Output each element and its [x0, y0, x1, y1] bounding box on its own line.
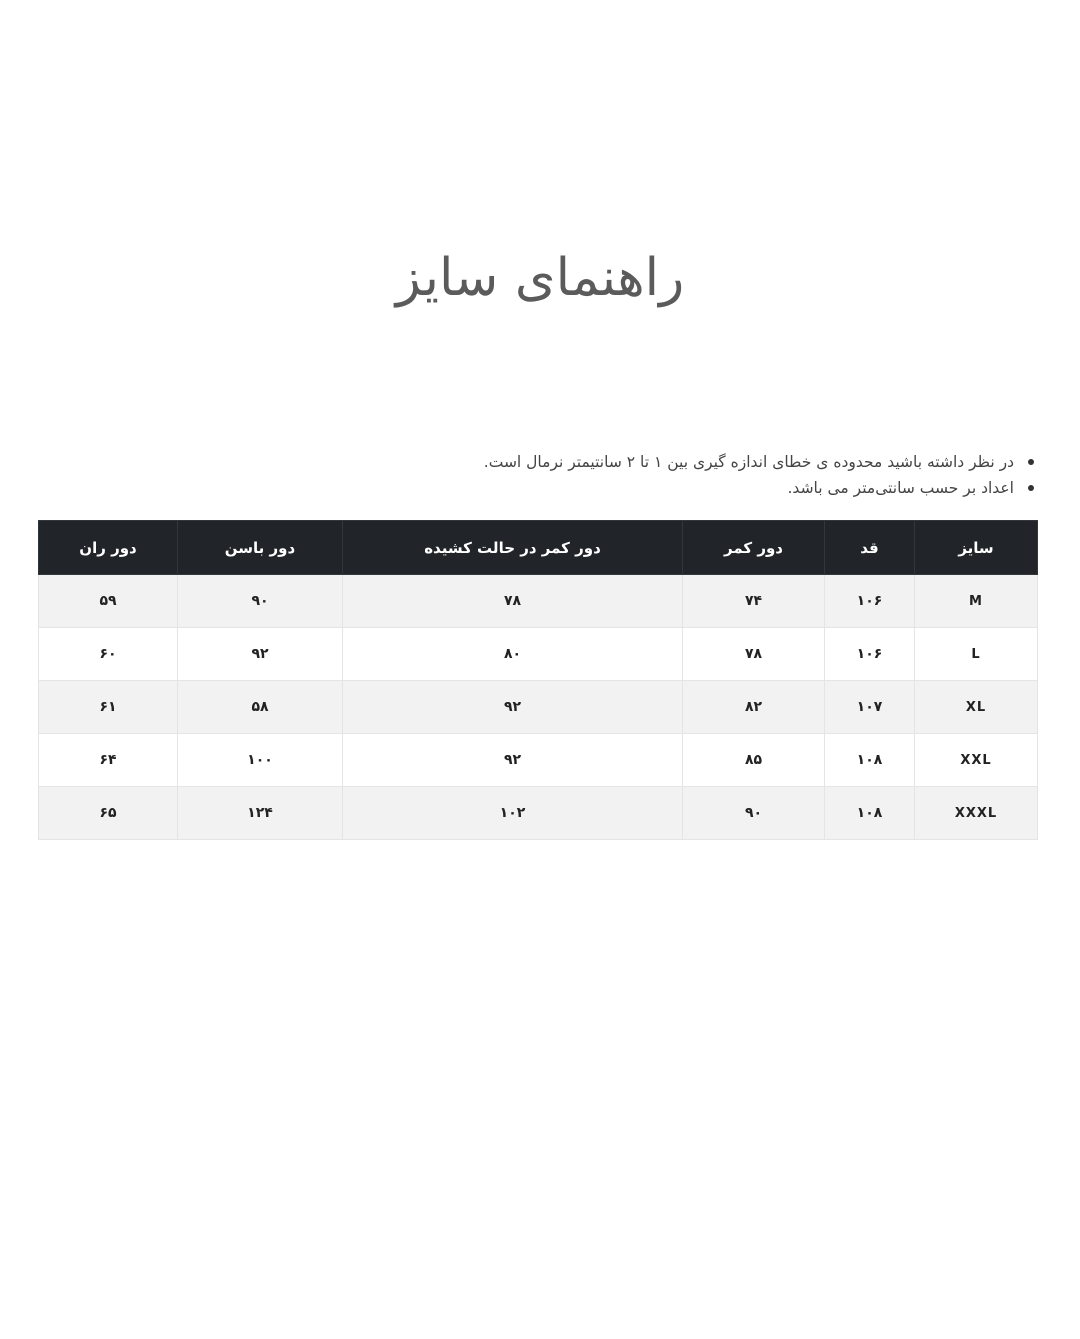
cell-height: ۱۰۶: [825, 628, 915, 681]
cell-waist-stretched: ۸۰: [343, 628, 683, 681]
cell-height: ۱۰۸: [825, 734, 915, 787]
cell-waist: ۷۸: [683, 628, 825, 681]
cell-thigh: ۶۵: [39, 787, 178, 840]
column-header-size: سایز: [915, 521, 1038, 575]
table-row: [39, 787, 1038, 840]
notes-list: [484, 449, 1034, 501]
cell-waist-stretched: ۹۲: [343, 734, 683, 787]
cell-thigh: ۵۹: [39, 575, 178, 628]
cell-thigh: ۶۴: [39, 734, 178, 787]
note-item: در نظر داشته باشید محدوده ی خطای اندازه گیری بین ۱ تا ۲ سانتیمتر نرمال است.: [484, 449, 1014, 475]
cell-waist-stretched: ۷۸: [343, 575, 683, 628]
cell-size: XXXL: [915, 787, 1038, 840]
cell-height: ۱۰۷: [825, 681, 915, 734]
table-row: [39, 575, 1038, 628]
cell-waist: ۸۵: [683, 734, 825, 787]
table-row: [39, 628, 1038, 681]
column-header-height: قد: [825, 521, 915, 575]
cell-size: XXL: [915, 734, 1038, 787]
cell-size: XL: [915, 681, 1038, 734]
cell-thigh: ۶۰: [39, 628, 178, 681]
cell-waist: ۸۲: [683, 681, 825, 734]
cell-waist-stretched: ۱۰۲: [343, 787, 683, 840]
cell-size: L: [915, 628, 1038, 681]
cell-hip: ۱۰۰: [178, 734, 343, 787]
note-item: اعداد بر حسب سانتی‌متر می باشد.: [484, 475, 1014, 501]
cell-hip: ۱۲۴: [178, 787, 343, 840]
cell-hip: ۵۸: [178, 681, 343, 734]
column-header-thigh: دور ران: [39, 521, 178, 575]
table-row: [39, 734, 1038, 787]
cell-waist: ۹۰: [683, 787, 825, 840]
page-title: راهنمای سایز: [395, 248, 685, 308]
cell-height: ۱۰۸: [825, 787, 915, 840]
cell-waist-stretched: ۹۲: [343, 681, 683, 734]
cell-waist: ۷۴: [683, 575, 825, 628]
cell-height: ۱۰۶: [825, 575, 915, 628]
cell-thigh: ۶۱: [39, 681, 178, 734]
table-header-row: [39, 521, 1038, 575]
table-row: [39, 681, 1038, 734]
cell-hip: ۹۰: [178, 575, 343, 628]
size-chart-table: [38, 520, 1038, 840]
cell-hip: ۹۲: [178, 628, 343, 681]
column-header-hip: دور باسن: [178, 521, 343, 575]
cell-size: M: [915, 575, 1038, 628]
column-header-waist: دور کمر: [683, 521, 825, 575]
column-header-waist-stretched: دور کمر در حالت کشیده: [343, 521, 683, 575]
